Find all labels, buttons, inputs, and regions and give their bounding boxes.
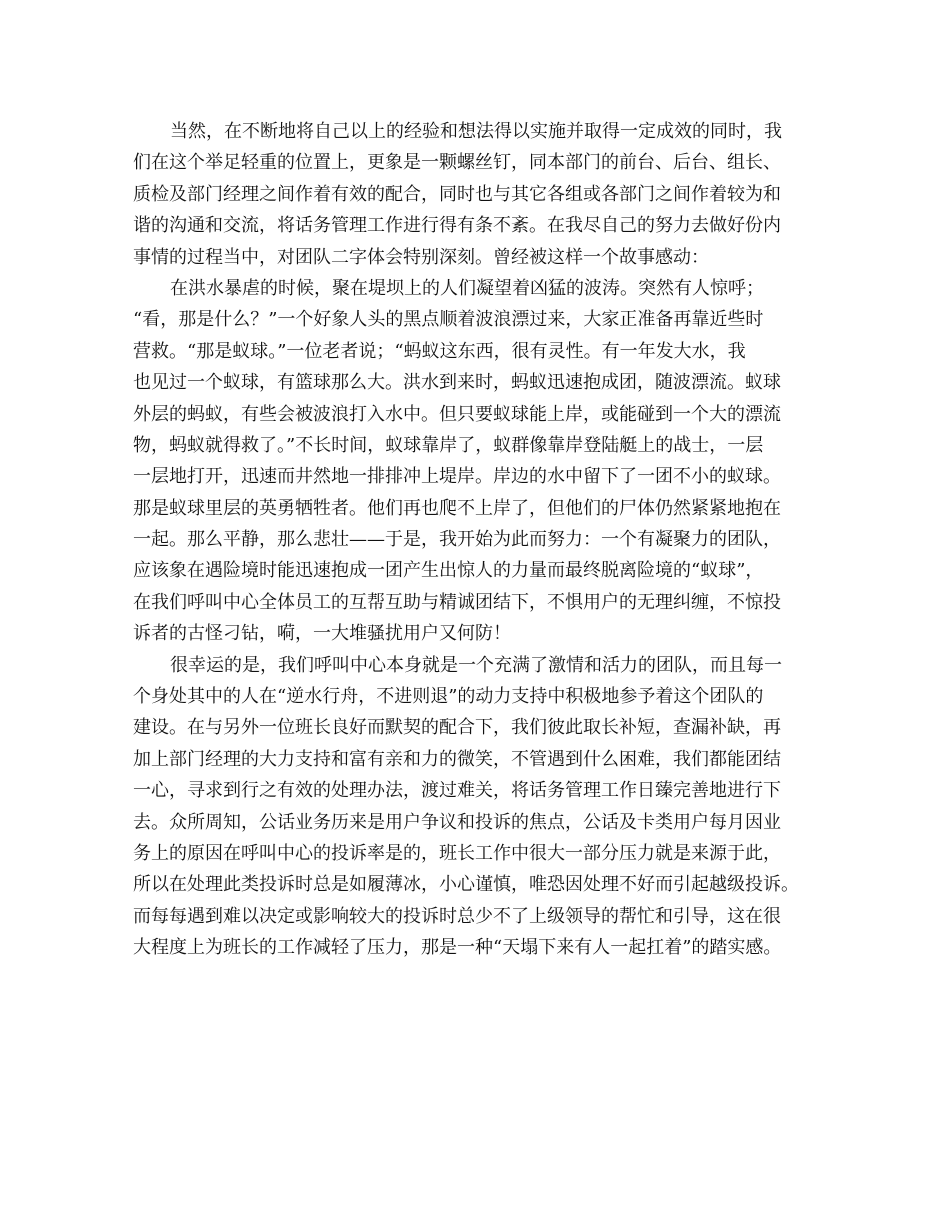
document-body [133,116,833,964]
paragraph-line: 而每每遇到难以决定或影响较大的投诉时总少不了上级领导的帮忙和引导，这在很 [133,905,781,927]
paragraph-line: 加上部门经理的大力支持和富有亲和力的微笑，不管遇到什么困难，我们都能团结 [133,748,781,770]
paragraph-2 [133,273,833,650]
paragraph-line: 所以在处理此类投诉时总是如履薄冰，小心谨慎，唯恐因处理不好而引起越级投诉。 [133,874,799,896]
paragraph-3 [133,650,833,964]
paragraph-line: 一心，寻求到行之有效的处理办法，渡过难关，将话务管理工作日臻完善地进行下 [133,780,781,802]
paragraph-line: 当然，在不断地将自己以上的经验和想法得以实施并取得一定成效的同时，我 [170,121,782,142]
paragraph-line: 务上的原因在呼叫中心的投诉率是的，班长工作中很大一部分压力就是来源于此， [133,842,781,864]
paragraph-line: 事情的过程当中，对团队二字体会特别深刻。曾经被这样一个故事感动： [133,246,709,268]
paragraph-line: 建设。在与另外一位班长良好而默契的配合下，我们彼此取长补短，查漏补缺，再 [133,717,781,739]
paragraph-line: 们在这个举足轻重的位置上，更象是一颗螺丝钉，同本部门的前台、后台、组长、 [133,152,781,174]
paragraph-line: “看，那是什么？”一个好象人头的黑点顺着波浪漂过来，大家正准备再靠近些时 [133,309,764,331]
paragraph-line: 诉者的古怪刁钻，嗬，一大堆骚扰用户又何防！ [133,623,511,645]
paragraph-line: 在洪水暴虐的时候，聚在堤坝上的人们凝望着凶猛的波涛。突然有人惊呼； [170,277,764,299]
paragraph-line: 一起。那么平静，那么悲壮——于是，我开始为此而努力：一个有凝聚力的团队， [133,529,781,551]
paragraph-line: 应该象在遇险境时能迅速抱成一团产生出惊人的力量而最终脱离险境的“蚁球”， [133,560,764,582]
paragraph-line: 很幸运的是，我们呼叫中心本身就是一个充满了激情和活力的团队，而且每一 [170,654,782,676]
paragraph-line: 质检及部门经理之间作着有效的配合，同时也与其它各组或各部门之间作着较为和 [133,183,781,205]
paragraph-line: 个身处其中的人在“逆水行舟，不进则退”的动力支持中积极地参予着这个团队的 [133,686,764,708]
paragraph-1 [133,116,833,273]
paragraph-line: 那是蚁球里层的英勇牺牲者。他们再也爬不上岸了，但他们的尸体仍然紧紧地抱在 [133,497,781,519]
paragraph-line: 也见过一个蚁球，有篮球那么大。洪水到来时，蚂蚁迅速抱成团，随波漂流。蚁球 [133,372,781,394]
paragraph-line: 物，蚂蚁就得救了。”不长时间，蚁球靠岸了，蚁群像靠岸登陆艇上的战士，一层 [133,434,764,456]
paragraph-line: 大程度上为班长的工作减轻了压力，那是一种“天塌下来有人一起扛着”的踏实感。 [133,937,782,959]
paragraph-line: 外层的蚂蚁，有些会被波浪打入水中。但只要蚁球能上岸，或能碰到一个大的漂流 [133,403,781,425]
paragraph-line: 谐的沟通和交流，将话务管理工作进行得有条不紊。在我尽自己的努力去做好份内 [133,215,781,237]
paragraph-line: 去。众所周知，公话业务历来是用户争议和投诉的焦点，公话及卡类用户每月因业 [133,811,781,833]
paragraph-line: 营救。“那是蚁球。”一位老者说；“蚂蚁这东西，很有灵性。有一年发大水，我 [133,340,746,362]
paragraph-line: 在我们呼叫中心全体员工的互帮互助与精诚团结下，不惧用户的无理纠缠，不惊投 [133,591,781,613]
paragraph-line: 一层地打开，迅速而井然地一排排冲上堤岸。岸边的水中留下了一团不小的蚁球。 [133,466,781,488]
